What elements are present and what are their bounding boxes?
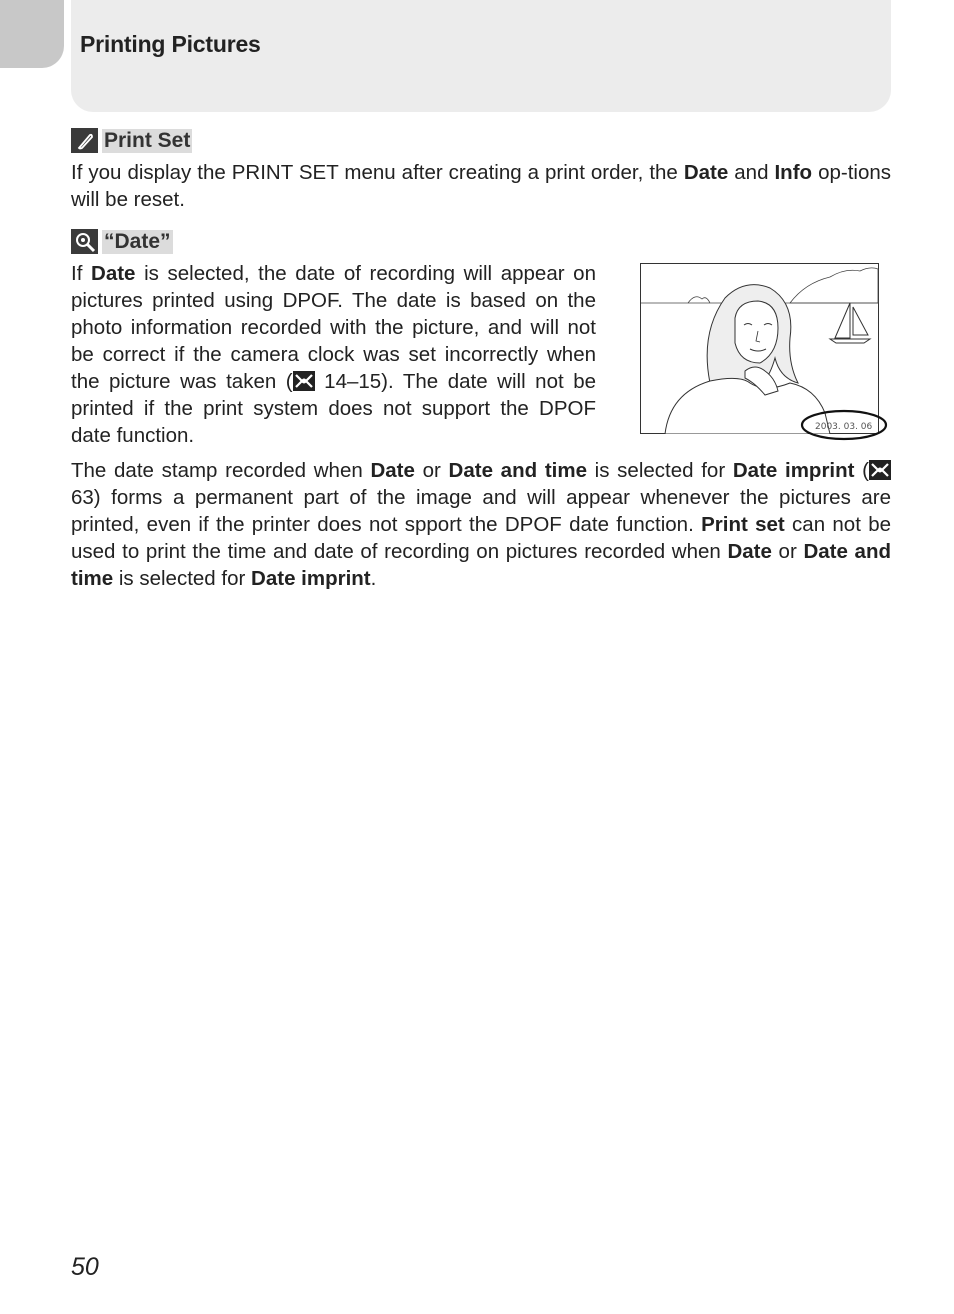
page-title: Printing Pictures xyxy=(80,31,261,57)
date-title: “Date” xyxy=(104,229,171,253)
date-imprint-illustration xyxy=(640,263,879,434)
date-paragraph-1: If Date is selected, the date of recording will appear on pictures printed using DPOF. The date is based on the photo information recorded with the picture, and will not be correct if the camera clock was set incorrectly when the picture was taken ( 14–15). The date will not be printed if the print system does not support the DPOF date function. xyxy=(71,262,597,447)
page-tab-corner xyxy=(0,0,64,68)
date-paragraph-2: The date stamp recorded when Date or Date and time is selected for Date imprint ( 63) forms a permanent part of the image and will appear whenever the pictures are printed, even if the printer does not spport the DPOF date function. Print set can not be used to print the time and date of recording on pictures recorded when Date or Date and time is selected for Date imprint. xyxy=(71,459,891,590)
print-set-paragraph: If you display the PRINT SET menu after creating a print order, the Date and Info op-tions will be reset. xyxy=(71,161,891,211)
print-set-heading xyxy=(71,128,192,153)
date-stamp-highlight xyxy=(800,409,890,441)
reference-icon xyxy=(869,460,891,480)
date-heading xyxy=(71,229,173,254)
reference-icon xyxy=(293,371,315,391)
date-stamp-text: 2003. 03. 06 xyxy=(815,422,873,432)
magnifier-tip-icon xyxy=(71,229,98,254)
page-number: 50 xyxy=(71,1253,99,1281)
pencil-note-icon xyxy=(71,128,98,153)
print-set-title: Print Set xyxy=(104,128,191,152)
